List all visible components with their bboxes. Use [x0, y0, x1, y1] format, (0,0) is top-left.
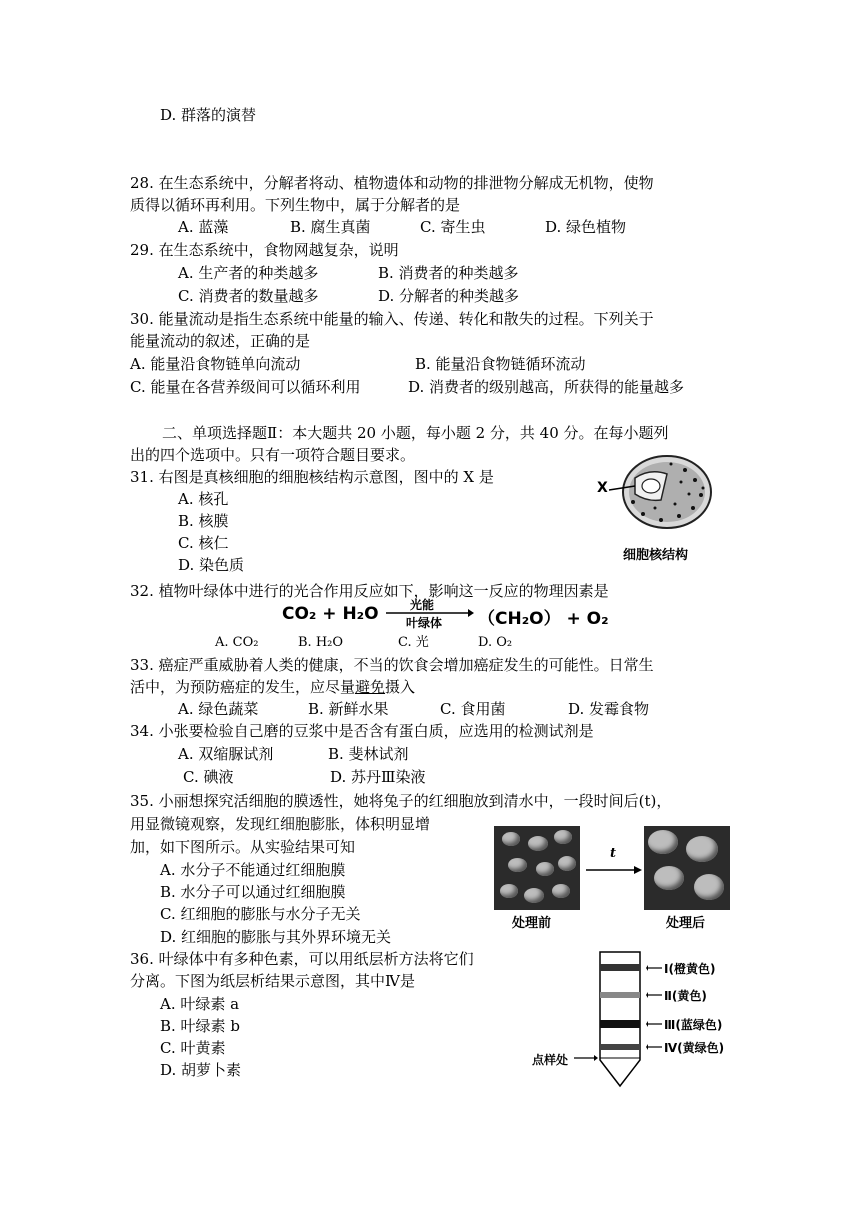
q30-option-d: D. 消费者的级别越高，所获得的能量越多 [408, 378, 685, 396]
q36-option-c: C. 叶黄素 [160, 1039, 226, 1057]
q29-option-c: C. 消费者的数量越多 [178, 287, 319, 305]
chromatography-strip [596, 950, 644, 1090]
q29-option-b: B. 消费者的种类越多 [378, 264, 519, 282]
treatment-arrow [586, 862, 642, 878]
q31-stem: 31. 右图是真核细胞的细胞核结构示意图，图中的 X 是 [130, 468, 494, 486]
q35-option-a: A. 水分子不能通过红细胞膜 [160, 861, 346, 879]
q29-stem: 29. 在生态系统中，食物网越复杂，说明 [130, 241, 399, 259]
q31-option-c: C. 核仁 [178, 534, 229, 552]
micrograph-before [494, 826, 580, 910]
q32-option-a: A. CO₂ [215, 635, 259, 650]
q33-line2-underlined: 避免 [355, 678, 386, 696]
q34-option-c: C. 碘液 [183, 768, 234, 786]
band-label-4: Ⅳ(黄绿色) [664, 1041, 725, 1055]
band-label-1: Ⅰ(橙黄色) [664, 962, 716, 976]
q33-option-b: B. 新鲜水果 [308, 700, 389, 718]
caption-before: 处理前 [512, 916, 552, 931]
q29-option-a: A. 生产者的种类越多 [178, 264, 319, 282]
q36-option-a: A. 叶绿素 a [160, 995, 240, 1013]
q36-stem-line2: 分离。下图为纸层析结果示意图，其中Ⅳ是 [130, 972, 415, 990]
q32-option-d: D. O₂ [478, 635, 513, 650]
q33-option-c: C. 食用菌 [440, 700, 506, 718]
nucleus-marker-x: X [597, 480, 608, 496]
q28-option-a: A. 蓝藻 [178, 218, 229, 236]
q35-stem-line3: 加，如下图所示。从实验结果可知 [130, 838, 356, 856]
arrow-bottom-label: 叶绿体 [406, 616, 443, 630]
q32-stem: 32. 植物叶绿体中进行的光合作用反应如下，影响这一反应的物理因素是 [130, 582, 609, 600]
q33-line2-post: 摄入 [385, 678, 416, 696]
q30-option-c: C. 能量在各营养级间可以循环利用 [130, 378, 361, 396]
q34-option-d: D. 苏丹Ⅲ染液 [330, 768, 426, 786]
q33-stem-line2 [130, 676, 415, 698]
formula-products: （CH₂O） + O₂ [478, 609, 609, 629]
q28-option-c: C. 寄生虫 [420, 218, 486, 236]
q28-stem-line2: 质得以循环再利用。下列生物中，属于分解者的是 [130, 196, 461, 214]
band-label-2: Ⅱ(黄色) [664, 989, 707, 1003]
q35-stem-line2: 用显微镜观察，发现红细胞膨胀，体积明显增 [130, 815, 431, 833]
q35-option-d: D. 红细胞的膨胀与其外界环境无关 [160, 928, 392, 946]
q35-option-c: C. 红细胞的膨胀与水分子无关 [160, 905, 361, 923]
q35-option-b: B. 水分子可以通过红细胞膜 [160, 883, 346, 901]
origin-arrow [574, 1052, 598, 1064]
nucleus-figure [595, 450, 730, 565]
formula-reactants: CO₂ + H₂O [282, 604, 379, 624]
q33-option-a: A. 绿色蔬菜 [178, 700, 259, 718]
q27-option-d: D. 群落的演替 [160, 106, 257, 124]
micrograph-after [644, 826, 730, 910]
q31-option-d: D. 染色质 [178, 556, 245, 574]
q33-line2-pre: 活中，为预防癌症的发生，应尽量 [130, 678, 356, 696]
nucleus-caption: 细胞核结构 [623, 548, 689, 563]
band-arrows [646, 960, 662, 1060]
q36-stem-line1: 36. 叶绿体中有多种色素，可以用纸层析方法将它们 [130, 950, 474, 968]
formula-arrow [384, 598, 474, 628]
q31-option-b: B. 核膜 [178, 512, 229, 530]
q34-option-a: A. 双缩脲试剂 [178, 745, 274, 763]
arrow-top-label: 光能 [410, 598, 435, 612]
q31-option-a: A. 核孔 [178, 490, 229, 508]
q30-stem-line1: 30. 能量流动是指生态系统中能量的输入、传递、转化和散失的过程。下列关于 [130, 310, 654, 328]
q34-stem: 34. 小张要检验自己磨的豆浆中是否含有蛋白质，应选用的检测试剂是 [130, 722, 594, 740]
section2-heading-line2: 出的四个选项中。只有一项符合题目要求。 [130, 446, 416, 464]
q36-option-d: D. 胡萝卜素 [160, 1061, 242, 1079]
q32-option-c: C. 光 [398, 635, 429, 650]
origin-label: 点样处 [532, 1053, 569, 1067]
q30-stem-line2: 能量流动的叙述，正确的是 [130, 332, 311, 350]
q35-stem-line1: 35. 小丽想探究活细胞的膜透性，她将兔子的红细胞放到清水中，一段时间后(t)， [130, 792, 672, 810]
q30-option-b: B. 能量沿食物链循环流动 [415, 355, 586, 373]
q32-option-b: B. H₂O [298, 635, 344, 650]
q28-stem-line1: 28. 在生态系统中，分解者将动、植物遗体和动物的排泄物分解成无机物，使物 [130, 174, 654, 192]
band-label-3: Ⅲ(蓝绿色) [664, 1018, 723, 1032]
q36-option-b: B. 叶绿素 b [160, 1017, 240, 1035]
q30-option-a: A. 能量沿食物链单向流动 [130, 355, 301, 373]
treatment-arrow-label: t [610, 846, 617, 861]
caption-after: 处理后 [666, 916, 706, 931]
section2-heading-line1: 二、单项选择题Ⅱ：本大题共 20 小题，每小题 2 分，共 40 分。在每小题列 [162, 424, 669, 442]
q33-stem-line1: 33. 癌症严重威胁着人类的健康，不当的饮食会增加癌症发生的可能性。日常生 [130, 656, 654, 674]
q33-option-d: D. 发霉食物 [568, 700, 650, 718]
q34-option-b: B. 斐林试剂 [328, 745, 409, 763]
q28-option-b: B. 腐生真菌 [290, 218, 371, 236]
q29-option-d: D. 分解者的种类越多 [378, 287, 520, 305]
q28-option-d: D. 绿色植物 [545, 218, 627, 236]
